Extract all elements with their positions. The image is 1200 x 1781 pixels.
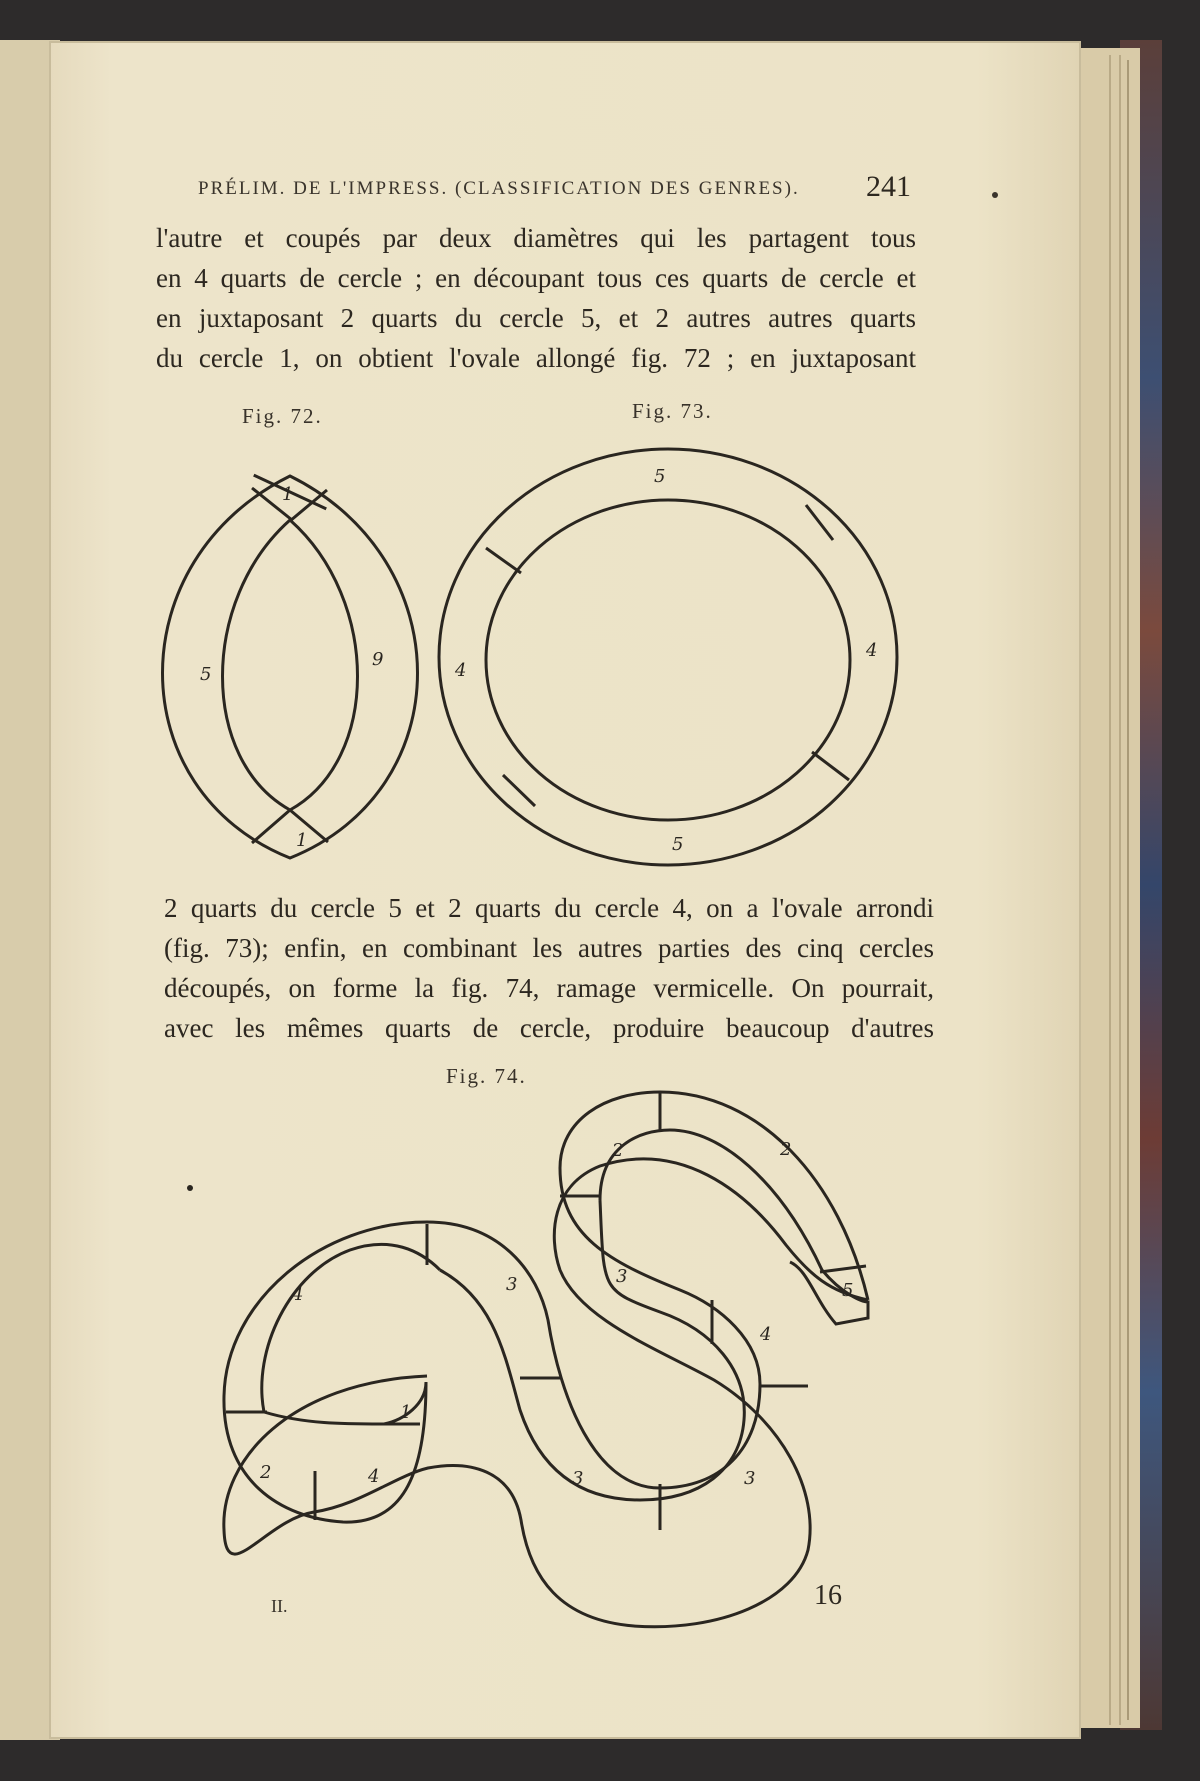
fig74-num-9: 4	[760, 1324, 772, 1345]
fig72-num-left: 5	[200, 664, 212, 685]
fig72-num-top: 1	[282, 484, 294, 505]
fig73-num-left: 4	[455, 660, 467, 681]
fig72-caption: Fig. 72.	[242, 404, 323, 428]
signature-mark: II.	[271, 1596, 288, 1616]
text-line: avec les mêmes quarts de cercle, produire beaucoup d'autres	[164, 1013, 934, 1043]
text-line: (fig. 73); enfin, en combinant les autres parties des cinq cercles	[164, 933, 934, 963]
fig73-num-bottom: 5	[672, 834, 684, 855]
fig74-num-2: 1	[400, 1402, 412, 1423]
text-line: 2 quarts du cercle 5 et 2 quarts du cercle 4, on a l'ovale arrondi	[164, 893, 934, 923]
paragraph-lower	[164, 888, 934, 1048]
fig74-caption: Fig. 74.	[446, 1064, 527, 1088]
fig72-num-bottom: 1	[296, 830, 308, 851]
fig74-num-6: 3	[572, 1468, 584, 1489]
text-line: en 4 quarts de cercle ; en découpant tous ces quarts de cercle et	[156, 263, 916, 293]
running-head: PRÉLIM. DE L'IMPRESS. (CLASSIFICATION DES GENRES).	[198, 178, 800, 199]
fig74-num-11: 2	[780, 1139, 792, 1160]
fig74-num-5: 3	[506, 1274, 518, 1295]
text-line: en juxtaposant 2 quarts du cercle 5, et 2 autres autres quarts	[156, 303, 916, 333]
fig74-num-1: 4	[292, 1284, 304, 1305]
fig74-num-8: 3	[616, 1266, 628, 1287]
text-line: l'autre et coupés par deux diamètres qui les partagent tous	[156, 223, 916, 253]
fig73-num-top: 5	[654, 466, 666, 487]
fig74-num-12: 5	[842, 1280, 854, 1301]
fig74-num-10: 3	[744, 1468, 756, 1489]
fig74-num-7: 2	[612, 1140, 624, 1161]
fig74-num-4: 4	[368, 1466, 380, 1487]
fig72-num-right: 9	[372, 649, 384, 670]
page-number: 241	[866, 170, 911, 203]
text-line: du cercle 1, on obtient l'ovale allongé fig. 72 ; en juxtaposant	[156, 343, 916, 373]
fig73-caption: Fig. 73.	[632, 399, 713, 423]
text-line: découpés, on forme la fig. 74, ramage vermicelle. On pourrait,	[164, 973, 934, 1003]
paragraph-upper	[156, 218, 916, 378]
fig74-num-3: 2	[260, 1462, 272, 1483]
fig73-num-right: 4	[866, 640, 878, 661]
folio-mark: 16	[814, 1580, 842, 1611]
